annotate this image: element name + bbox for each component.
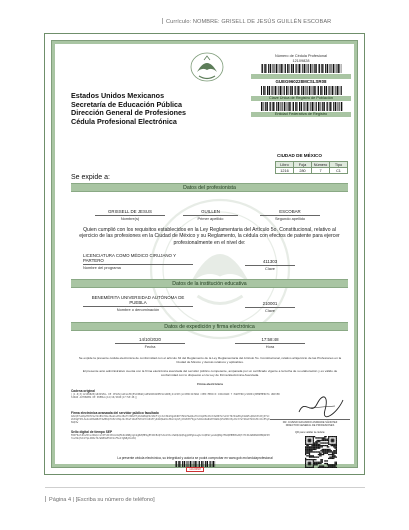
curp-barcode-icon bbox=[261, 86, 341, 95]
names-field bbox=[95, 209, 165, 221]
signature-value: A8xQ3fLm0pZtR7kVwY2nB9cH4sJ6eG1uD5oI8aT3rN0vE7yK2mW9qP4xS6hF1jL5zC8bU3gA0dR7tM2nV9wQ4eY6iO1pH5kJ8cX3sB0fG7uZ2lT9rN4aE6yD1mW5vQ8oK3hI0jP7xC2bS9gF4tL6uA1zR5eN8dY3wM0qV7kH2iO9pJ4cX6sT1bG5fU8lZ3rA0nE7yD2mQ9wK4vH6oI1pS5jC8xB3tF0gL7uR2zA9eN4dY6mW1qV5kH8iO3pJ0cX7sT2bG9fU4lZ6rA1nE5yD8mQ3w bbox=[71, 415, 270, 424]
red-id-box: 12109828 bbox=[186, 467, 204, 472]
first-surname-value: GUILLEN bbox=[183, 209, 238, 216]
issue-date-label: Fecha bbox=[144, 344, 156, 350]
section-institution: Datos de la institución educativa bbox=[71, 279, 348, 288]
signer-block bbox=[270, 419, 350, 427]
legal-paragraph-3: Firma electrónica bbox=[197, 382, 223, 386]
registry-block bbox=[251, 54, 351, 117]
validation-note: La presente cédula electrónica, su integridad y autoría se podrá comprobar en www.gob.mx/cedulaprofesional bbox=[117, 456, 273, 460]
registry-table bbox=[275, 161, 348, 174]
first-surname-field bbox=[183, 209, 238, 221]
book-value: 280 bbox=[294, 168, 312, 174]
first-surname-label: Primer apellido bbox=[197, 216, 224, 222]
signature-rule bbox=[270, 419, 350, 420]
issue-time: 17:58:48 bbox=[235, 337, 305, 344]
issue-time-label: Hora bbox=[265, 344, 275, 350]
cedula-number: 12109828 bbox=[292, 58, 310, 63]
institution-key-label: Clave bbox=[265, 308, 275, 314]
institution-key-field bbox=[245, 301, 295, 313]
names-label: Nombre(s) bbox=[120, 216, 140, 222]
footer-text: Página 4 | [Escriba su número de teléfono] bbox=[49, 497, 155, 503]
signer-title: DIRECTOR GENERAL DE PROFESIONES bbox=[285, 424, 335, 428]
second-surname-label: Segundo apellido bbox=[274, 216, 306, 222]
signature-label: Firma electrónica avanzada del servidor público facultado bbox=[71, 411, 159, 415]
issuer-line: Secretaría de Educación Pública bbox=[71, 99, 183, 109]
book-header: Número bbox=[312, 162, 330, 168]
book-header: Foja bbox=[294, 162, 312, 168]
second-surname-field bbox=[260, 209, 320, 221]
footer-divider bbox=[45, 487, 365, 488]
book-value: C1 bbox=[330, 168, 348, 174]
issued-to-label: Se expide a: bbox=[71, 174, 110, 181]
signer-name: DR. JUVENIO EDUARDO ANDRADE SÁNCHEZ bbox=[282, 421, 338, 424]
cedula-barcode-icon bbox=[261, 64, 341, 73]
institution-name: BENEMÉRITA UNIVERSIDAD AUTÓNOMA DE PUEBLA bbox=[83, 295, 193, 307]
issue-date: 14/10/2020 bbox=[115, 337, 185, 344]
header-divider bbox=[162, 18, 163, 24]
program-key-field bbox=[245, 259, 295, 271]
program-name: LICENCIATURA COMO MÉDICO CIRUJANO Y PARTERO bbox=[83, 253, 193, 265]
stamp-value: MIIF0wYJKoZIhvcNAQcCoIIFxDCCBcACAQMxDzANBglghkgBZQMEAgEFADCBzQYLKoZIhvcNAQkQAQSggb0EgbowgbcCAQEGCysGAQQBgrM0AQEBMDEwDQYJYIZIAWUDBAIBBQAEIH3xv8kqY2nZ7pLhR0sT4cWmB9aE5dV1oF6uJ3gN8yKxAhQ bbox=[71, 434, 270, 440]
section-professional: Datos del profesionista bbox=[71, 183, 348, 192]
institution-field bbox=[83, 295, 193, 312]
page-footer bbox=[45, 496, 155, 503]
stamp-label: Sello digital de tiempo SEP bbox=[71, 430, 113, 434]
book-value: 1216 bbox=[276, 168, 294, 174]
statement-text: Quien cumplió con los requisitos establecidos en la Ley Reglamentaria del Artículo 5o. Constitucional, relativo al ejercicio de las profesiones en la Ciudad de México y su Reglamento, la cédula con efectos de patente para ejercer profesionalmente en el nivel de: bbox=[79, 227, 340, 246]
program-key-label: Clave bbox=[265, 266, 275, 272]
book-header: Libro bbox=[276, 162, 294, 168]
second-surname-value: ESCOBAR bbox=[260, 209, 320, 216]
entity-value: CIUDAD DE MÉXICO bbox=[277, 153, 322, 158]
issuer-line: Cédula Profesional Electrónica bbox=[71, 116, 177, 126]
issuer-line: Dirección General de Profesiones bbox=[71, 108, 187, 118]
entity-label: Entidad Federativa de Registro bbox=[251, 112, 351, 117]
footer-bar bbox=[45, 496, 46, 502]
book-value: 7 bbox=[312, 168, 330, 174]
program-key: 411303 bbox=[245, 259, 295, 266]
issue-date-field bbox=[115, 337, 185, 349]
section-issuance: Datos de expedición y firma electrónica bbox=[71, 322, 348, 331]
legal-paragraph-1: Se expide la presente cédula electrónica de conformidad con el artículo 32 del Reglamento de la Ley Reglamentaria del Artículo 5o. Constitucional, relativo al Ejercicio de las Profesiones en la Ciudad de México y demás relativos y aplicables. bbox=[78, 356, 342, 365]
certificate-border bbox=[51, 40, 358, 471]
program-name-label: Nombre del programa bbox=[83, 265, 121, 271]
curp-value: GUEG960228MCSLSR08 bbox=[275, 79, 327, 85]
cedula-certificate bbox=[44, 33, 365, 475]
legal-paragraph-2: El presente acto administrativo cuenta con la firma electrónica avanzada del servidor público competente, amparada por un certificado vigente a la fecha de su elaboración y es válido de conformidad con lo dispuesto en la Ley de Firma Electrónica Avanzada. bbox=[82, 369, 338, 378]
handwritten-signature-icon bbox=[295, 394, 347, 418]
institution-name-label: Nombre o denominación bbox=[116, 307, 160, 313]
issuer-line: Estados Unidos Mexicanos bbox=[71, 91, 165, 100]
names-value: GRISSELL DE JESUS bbox=[95, 209, 165, 216]
program-field bbox=[83, 253, 193, 270]
issuer-block bbox=[71, 92, 186, 126]
entity-barcode-icon bbox=[261, 102, 341, 111]
chain-value: ||1.0|3|12109828|GRISSELL DE JESUS|GUILLEN|ESCOBAR|GUEG960228MCSLSR08|411303|LICENCIATURA COMO MEDICO CIRUJANO Y PARTERO|210001|BENEMERITA UNIVERSIDAD AUTONOMA DE PUEBLA|14/10/2020|17:58:48|| bbox=[71, 393, 280, 399]
qr-code-icon[interactable] bbox=[305, 436, 337, 468]
header-text: Currículo: NOMBRE: GRISELL DE JESÚS GUILLÉN ESCOBAR bbox=[166, 19, 332, 25]
coat-of-arms-icon bbox=[187, 50, 227, 86]
institution-key: 210001 bbox=[245, 301, 295, 308]
curp-label: Clave Única de Registro de Población bbox=[251, 96, 351, 101]
page-header bbox=[162, 18, 331, 25]
chain-label: Cadena original bbox=[71, 389, 95, 393]
cedula-label: Número de Cédula Profesional bbox=[275, 54, 327, 58]
book-header: Tipo bbox=[330, 162, 348, 168]
issue-time-field bbox=[235, 337, 305, 349]
qr-caption: QR para validar la cédula: bbox=[295, 431, 325, 434]
certificate-sheet bbox=[55, 44, 354, 471]
